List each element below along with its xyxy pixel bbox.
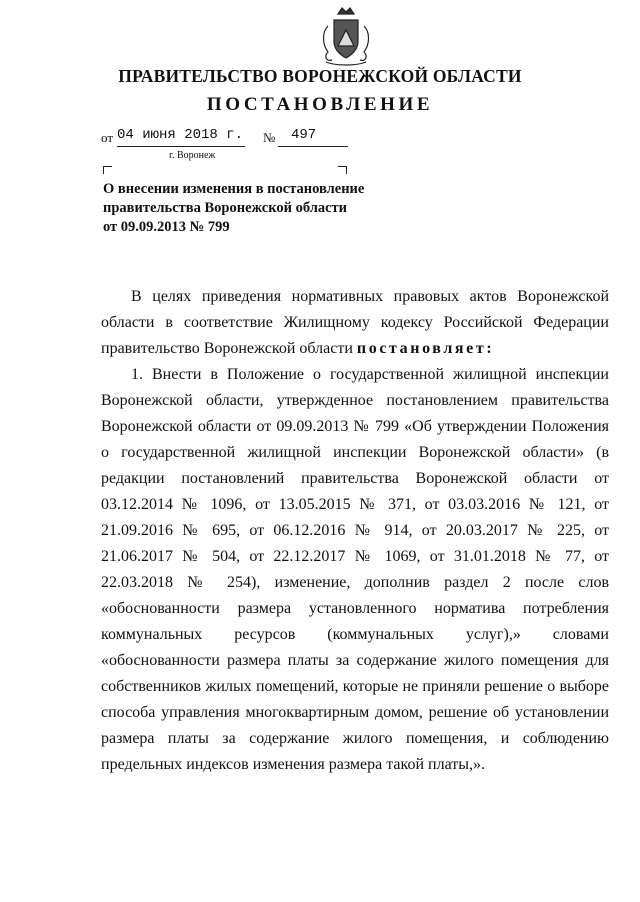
number-label: № bbox=[263, 130, 276, 145]
subject-line: О внесении изменения в постановление bbox=[103, 181, 365, 197]
subject-corner-right bbox=[338, 166, 347, 174]
government-title: ПРАВИТЕЛЬСТВО ВОРОНЕЖСКОЙ ОБЛАСТИ bbox=[118, 66, 522, 86]
document-subject bbox=[103, 180, 364, 237]
subject-corner-left bbox=[103, 166, 112, 174]
subject-line: правительства Воронежской области bbox=[103, 200, 348, 216]
date-underline bbox=[117, 146, 245, 147]
document-number: 497 bbox=[291, 127, 317, 143]
city-label: г. Воронеж bbox=[169, 150, 216, 161]
coat-of-arms-emblem bbox=[318, 6, 374, 68]
preamble-paragraph bbox=[101, 284, 609, 362]
clause-1-text: 1. Внести в Положение о государственной жилищной инспекции Воронежской области, утвержденное постановлением правительства Воронежской области от 09.09.2013 № 799 «Об утверждении Положения о государственной жилищной инспекции Воронежской области» (в редакции постановлений правительства Воронежской области от 03.12.2014 № 1096, от 13.05.2015 № 371, от 03.03.2016 № 121, от 21.09.2016 № 695, от 06.12.2016 № 914, от 20.03.2017 № 225, от 21.06.2017 № 504, от 22.12.2017 № 1069, от 31.01.2018 № 77, от 22.03.2018 № 254), изменение, дополнив раздел 2 после слов «обоснованности размера установленного норматива потребления коммунальных ресурсов (коммунальных услуг),» словами «обоснованности размера платы за содержание жилого помещения для собственников жилых помещений, которые не приняли решение о выборе способа управления многоквартирным домом, решение об установлении размера платы за содержание жилого помещения, и соблюдению предельных индексов изменения размера такой платы,». bbox=[101, 366, 609, 773]
clause-1-paragraph bbox=[101, 362, 609, 778]
number-underline bbox=[278, 146, 348, 147]
document-type: ПОСТАНОВЛЕНИЕ bbox=[206, 94, 434, 115]
document-date: 04 июня 2018 г. bbox=[117, 127, 244, 143]
subject-line: от 09.09.2013 № 799 bbox=[103, 219, 230, 235]
preamble-text: В целях приведения нормативных правовых актов Воронежской области в соответствие Жилищному кодексу Российской Федерации правительство Воронежской области bbox=[101, 288, 609, 357]
resolution-keyword: постановляет: bbox=[356, 340, 495, 357]
date-prefix: от bbox=[101, 130, 114, 145]
